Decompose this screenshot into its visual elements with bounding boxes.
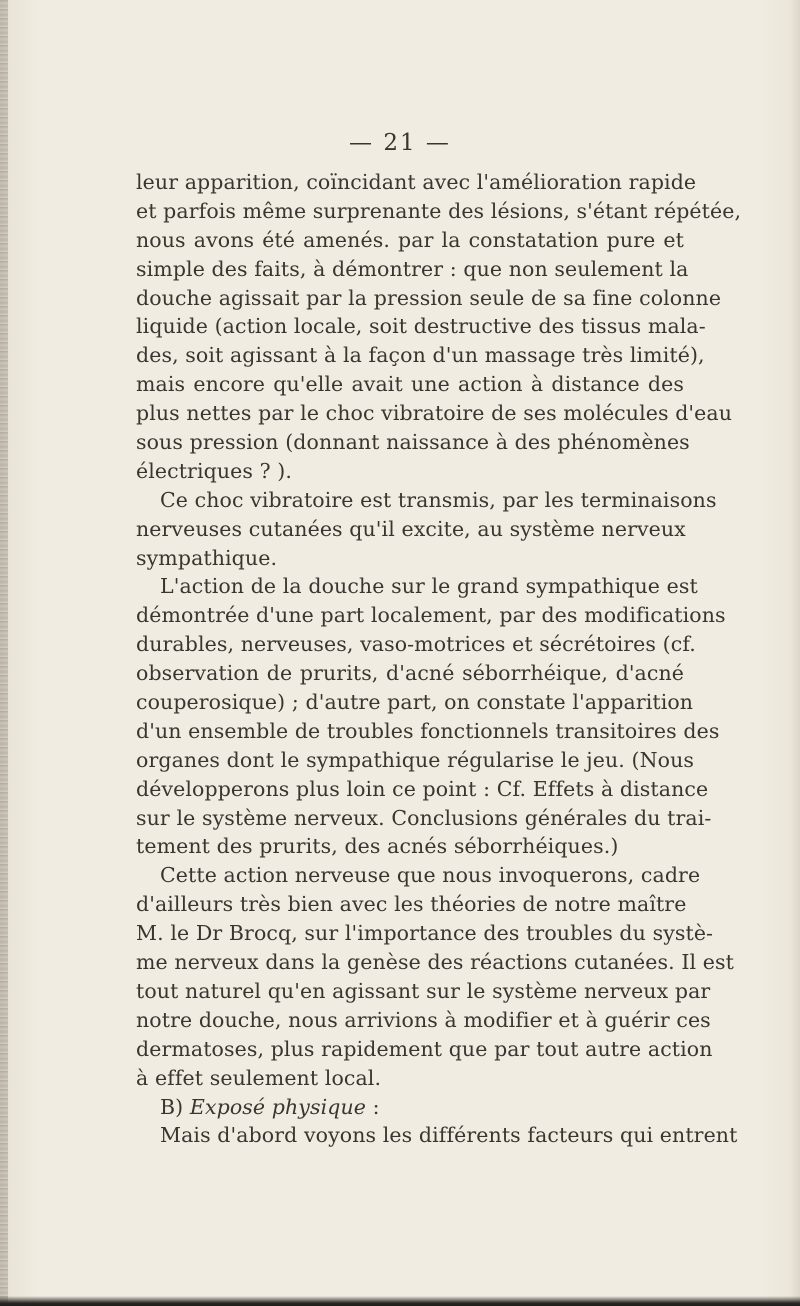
text-line: L'action de la douche sur le grand sympathique est [160,574,698,599]
section-heading [136,1093,684,1122]
section-heading-colon: : [366,1094,380,1119]
text-line: plus nettes par le choc vibratoire de ses molécules d'eau [136,401,733,426]
text-line: développerons plus loin ce point : Cf. Effets à distance [136,776,709,801]
text-line: des, soit agissant à la façon d'un massage très limité), [136,343,705,368]
text-line: Mais d'abord voyons les différents facteurs qui entrent [160,1123,738,1148]
text-line: tement des prurits, des acnés séborrhéiques.) [136,834,619,859]
text-line: notre douche, nous arrivions à modifier et à guérir ces [136,1007,711,1032]
section-heading-letter: B) [160,1094,190,1119]
text-line: sous pression (donnant naissance à des phénomènes [136,430,690,455]
text-line: démontrée d'une part localement, par des modifications [136,603,726,628]
text-line: Cette action nerveuse que nous invoquerons, cadre [160,863,701,888]
text-line: me nerveux dans la genèse des réactions cutanées. Il est [136,950,734,975]
page-binding-edge [0,0,8,1306]
page-number: — 21 — [349,130,451,156]
text-line: organes dont le sympathique régularise le jeu. (Nous [136,747,695,772]
text-line: liquide (action locale, soit destructive des tissus mala- [136,314,706,339]
section-heading-title: Exposé physique [189,1094,366,1119]
text-line: électriques ? ). [136,458,293,483]
text-line: couperosique) ; d'autre part, on constate l'apparition [136,690,694,715]
body-text [136,168,742,1150]
text-line: à effet seulement local. [136,1065,382,1090]
text-line: leur apparition, coïncidant avec l'amélioration rapide [136,170,697,194]
text-line: sur le système nerveux. Conclusions générales du trai- [136,805,712,830]
text-line: tout naturel qu'en agissant sur le système nerveux par [136,978,711,1003]
text-line: d'un ensemble de troubles fonctionnels transitoires des [136,718,720,743]
text-line: Ce choc vibratoire est transmis, par les terminaisons [160,487,717,512]
text-line: douche agissait par la pression seule de sa fine colonne [136,285,722,310]
text-line: nous avons été amenés. par la constatation pure et [136,227,684,252]
text-line: observation de prurits, d'acné séborrhéique, d'acné [136,661,684,686]
text-line: nerveuses cutanées qu'il excite, au système nerveux [136,516,686,541]
text-line: d'ailleurs très bien avec les théories de notre maître [136,892,687,917]
text-line: simple des faits, à démontrer : que non seulement la [136,256,689,281]
text-line: et parfois même surprenante des lésions, s'étant répétée, [136,198,742,223]
page-bottom-shadow [0,1296,800,1306]
text-line: M. le Dr Brocq, sur l'importance des troubles du systè- [136,921,714,946]
text-line: sympathique. [136,545,278,570]
text-line: durables, nerveuses, vaso-motrices et sécrétoires (cf. [136,632,696,657]
text-line: dermatoses, plus rapidement que par tout autre action [136,1036,713,1061]
text-line: mais encore qu'elle avait une action à distance des [136,372,684,397]
